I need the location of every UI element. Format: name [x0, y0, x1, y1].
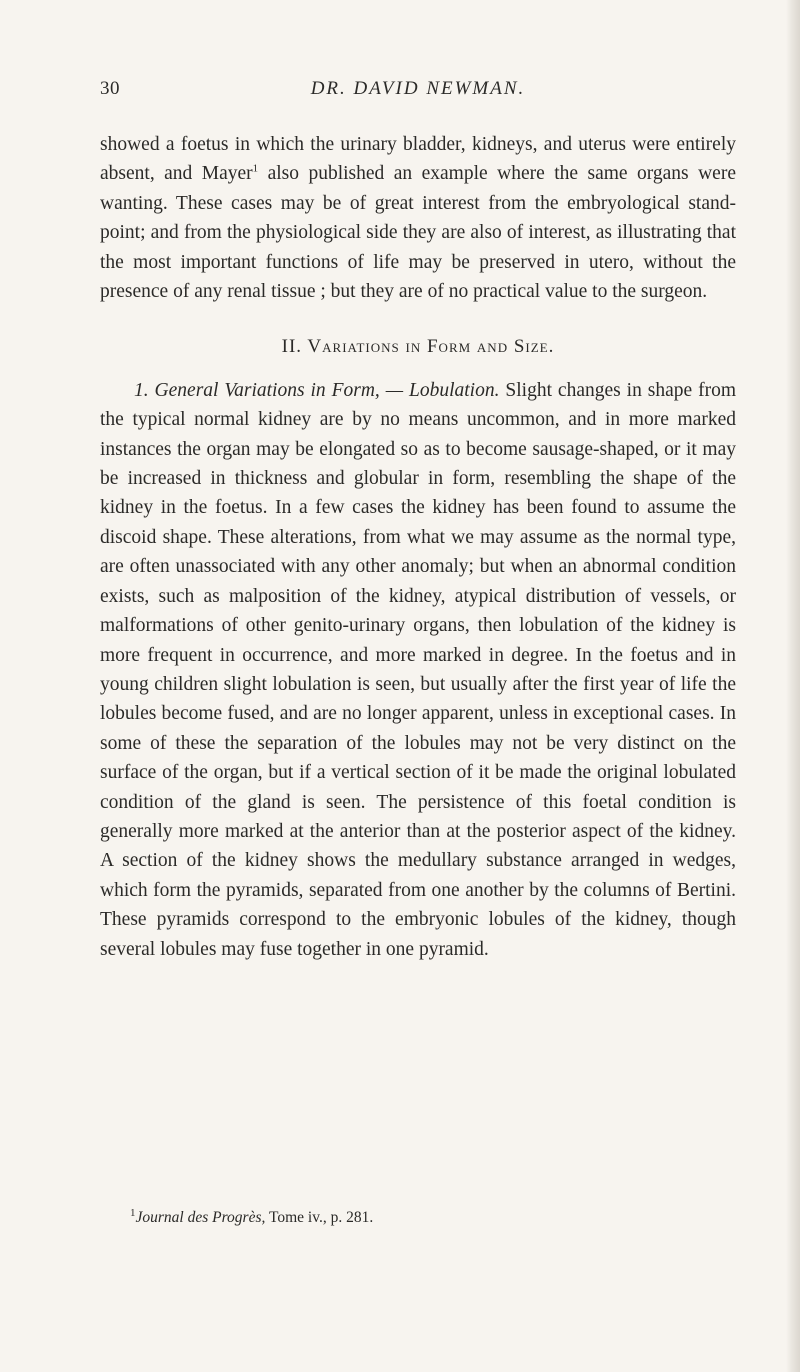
page-edge-shadow — [786, 0, 800, 1372]
section-heading: II. Variations in Form and Size. — [281, 336, 555, 358]
body-text — [100, 130, 736, 964]
footnote-mark: 1 — [130, 1206, 136, 1219]
footnote — [130, 1208, 373, 1228]
paragraph-2-text: Slight changes in shape from the typical normal kidney are by no means uncommon, and in more marked instances the organ may be elongated so as to become sausage-shaped, or it may be increased in thickness and globular in form, resembling the shape of the kidney in the foetus. In a few cases the kidney has been found to assume the discoid shape. These alterations, from what we may assume as the normal type, are often unassociated with any other anomaly; but when an abnormal condition exists, such as malposition of the kidney, atypical distribution of vessels, or malformations of other genito-urinary organs, then lobulation of the kidney is more frequent in occurrence, and more marked in degree. In the foetus and in young children slight lobulation is seen, but usually after the first year of life the lobules become fused, and are no longer apparent, unless in exceptional cases. In some of these the separation of the lobules may not be very distinct on the surface of the organ, but if a vertical section of it be made the original lobulated condition of the gland is seen. The persistence of this foetal condition is generally more marked at the anterior than at the posterior aspect of the kidney. A section of the kidney shows the medullary substance arranged in wedges, which form the pyramids, separated from one another by the columns of Bertini. These pyramids correspond to the embryonic lobules of the kidney, though several lobules may fuse together in one pyramid. — [100, 379, 736, 960]
running-head: DR. DAVID NEWMAN. — [310, 78, 526, 99]
footnote-journal: Journal des Progrès, — [135, 1209, 266, 1226]
footnote-ref-mark: 1 — [252, 162, 259, 175]
paragraph-1 — [100, 130, 736, 306]
paragraph-1-text-a: showed a foetus in which the urinary bladder, kidneys, and uterus were entirely absent, and Mayer — [100, 134, 736, 185]
paragraph-1-text-b: also published an example where the same organs were wanting. These cases may be of great interest from the embryological stand-point; and from the physiological side they are also of interest, as illustrating that the most important functions of life may be preserved in utero, without the presence of any renal tissue ; but they are of no practical value to the surgeon. — [100, 163, 736, 303]
page-number: 30 — [100, 78, 120, 99]
subsection-heading: 1. General Variations in Form, — Lobulation. — [134, 379, 500, 401]
page-header — [100, 78, 736, 104]
paragraph-2 — [100, 376, 736, 964]
footnote-citation: Tome iv., p. 281. — [265, 1209, 374, 1226]
